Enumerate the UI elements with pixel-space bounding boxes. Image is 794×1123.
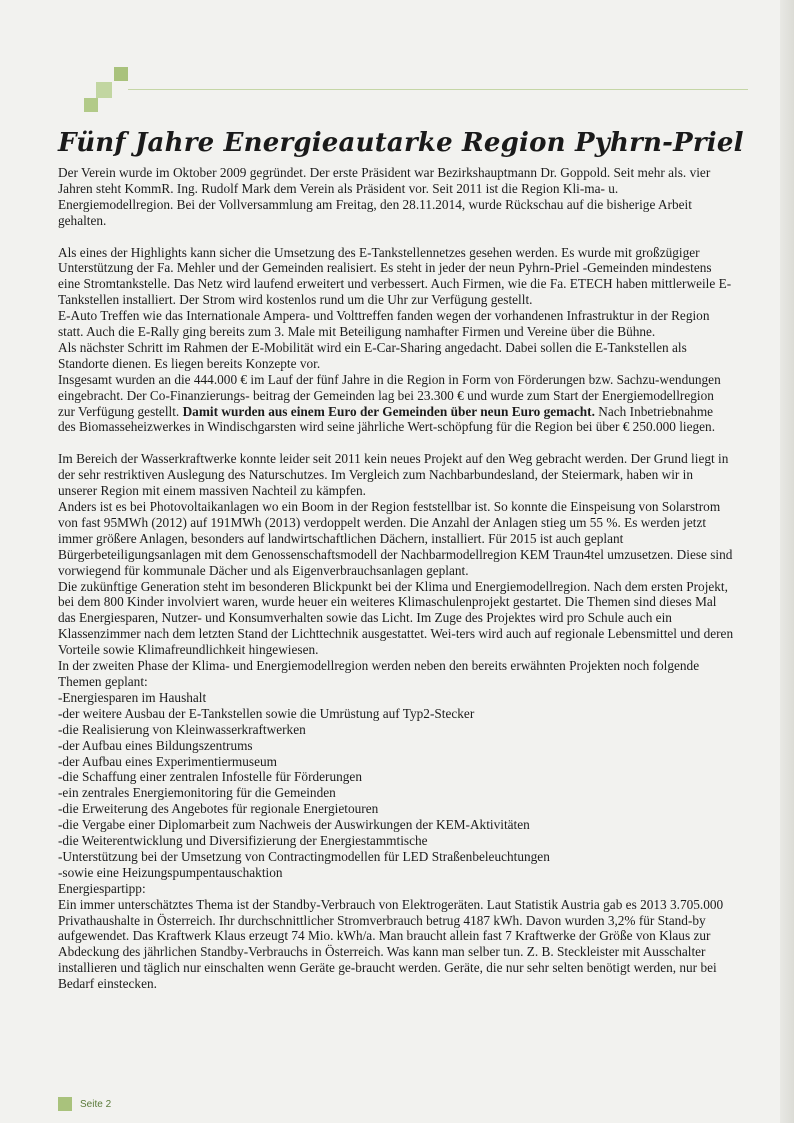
paragraph-funding: Insgesamt wurden an die 444.000 € im Lauf der fünf Jahre in die Region in Form von Förderungen bzw. Sachzu-wendungen eingebracht. Der Co-Finanzierungs- beitrag der Gemeinden lag bei 23.300 € und wurde zum Start der Energiemodellregion zur Verfügung gestellt. Damit wurden aus einem Euro der Gemeinden über neun Euro gemacht. Nach Inbetriebnahme des Biomasseheizwerkes in Windischgarsten wird seine jährliche Wert-schöpfung für die Region bei über € 250.000 liegen. xyxy=(58,371,721,435)
paragraph-hydropower: Im Bereich der Wasserkraftwerke konnte leider seit 2011 kein neues Projekt auf den Weg gebracht werden. Der Grund liegt in der sehr restriktiven Auslegung des Naturschutzes. Im Vergleich zum Nachbarbundesland, der Steiermark, haben wir in unserer Region mit einem massiven Nachteil zu kämpfen. xyxy=(58,451,729,499)
topic-item: -die Vergabe einer Diplomarbeit zum Nachweis der Auswirkungen der KEM-Aktivitäten xyxy=(58,817,530,833)
topic-item: -der Aufbau eines Experimentiermuseum xyxy=(58,753,277,769)
topic-item: -Unterstützung bei der Umsetzung von Contractingmodellen für LED Straßenbeleuchtungen xyxy=(58,848,550,864)
topic-item: -Energiesparen im Haushalt xyxy=(58,689,207,705)
paragraph-second-phase: In der zweiten Phase der Klima- und Energiemodellregion werden neben den bereits erwähnten Projekten noch folgende Themen geplant: xyxy=(58,658,700,689)
decorative-square xyxy=(96,82,112,98)
footer-square xyxy=(58,1097,72,1111)
paragraph-education: Die zukünftige Generation steht im besonderen Blickpunkt bei der Klima und Energiemodellregion. Nach dem ersten Projekt, bei dem 800 Kinder involviert waren, wurde heuer ein weiteres Klimaschulenprojekt gestartet. Die Themen sind dieses Mal das Energiesparen, Nutzer- und Konsumverhalten sowie das Licht. Im Zuge des Projektes wird pro Schule auch ein Klassenzimmer nach dem letzten Stand der Lichttechnik ausgestattet. Wei-ters wird auch auf regionale Lebensmittel und deren Vorteile sowie Klimafreundlichkeit hingewiesen. xyxy=(58,578,734,658)
topic-item: -die Schaffung einer zentralen Infostelle für Förderungen xyxy=(58,769,362,785)
decorative-square xyxy=(84,98,98,112)
energy-tip-heading: Energiespartipp: xyxy=(58,880,146,896)
topic-item: -die Erweiterung des Angebotes für regionale Energietouren xyxy=(58,801,379,817)
paragraph-car-sharing: Als nächster Schritt im Rahmen der E-Mobilität wird ein E-Car-Sharing angedacht. Dabei sollen die E-Tankstellen als Standorte dienen. Es liegen bereits Konzepte vor. xyxy=(58,339,687,371)
topic-item: -die Realisierung von Kleinwasserkraftwerken xyxy=(58,721,306,737)
paragraph-e-charging: Als eines der Highlights kann sicher die Umsetzung des E-Tankstellennetzes gesehen werden. Es wurde mit großzügiger Unterstützung der Fa. Mehler und der Gemeinden realisiert. Es steht in jeder der neun Pyhrn-Priel -Gemeinden mindestens eine Stromtankstelle. Das Netz wird laufend erweitert und verbessert. Auch Firmen, wie die Fa. ETECH haben mittlerweile E-Tankstellen installiert. Der Strom wird kostenlos rund um die Uhr zur Verfügung gestellt. xyxy=(58,244,732,308)
page-footer xyxy=(58,1097,111,1111)
funding-highlight: Damit wurden aus einem Euro der Gemeinden über neun Euro gemacht. xyxy=(182,403,595,419)
paragraph-standby: Ein immer unterschätztes Thema ist der Standby-Verbrauch von Elektrogeräten. Laut Statistik Austria gab es 2013 3.705.000 Privathaushalte in Österreich. Ihr durchschnittlicher Stromverbrauch betrug 4187 kWh. Davon wurden 3,2% für Stand-by aufgewendet. Das Kraftwerk Klaus erzeugt 74 Mio. kWh/a. Man braucht allein fast 7 Kraftwerke der Größe von Klaus zur Abdeckung des jährlichen Standby-Verbrauchs in Österreich. Was kann man selber tun. Z. B. Steckleister mit Ausschalter installieren und täglich nur einschalten wenn Geräte ge-braucht werden. Geräte, die nur sehr selten benötigt werden, nur bei Bedarf einstecken. xyxy=(58,896,724,992)
topic-item: -der Aufbau eines Bildungszentrums xyxy=(58,737,253,753)
page-number: Seite 2 xyxy=(80,1098,112,1110)
article-body xyxy=(58,165,734,992)
topic-item: -die Weiterentwicklung und Diversifizierung der Energiestammtische xyxy=(58,833,428,849)
decorative-square xyxy=(114,67,128,81)
header-rule xyxy=(128,89,748,90)
topic-item: -sowie eine Heizungspumpentauschaktion xyxy=(58,864,283,880)
topic-item: -ein zentrales Energiemonitoring für die Gemeinden xyxy=(58,785,336,801)
paragraph-photovoltaics: Anders ist es bei Photovoltaikanlagen wo ein Boom in der Region feststellbar ist. So konnte die Einspeisung von Solarstrom von fast 95MWh (2012) auf 191MWh (2013) verdoppelt werden. Die Anzahl der Anlagen stieg um 55 %. Es werden jetzt immer größere Anlagen, besonders auf landwirtschaftlichen Dächern, installiert. Für 2015 ist auch geplant Bürgerbeteiligungsanlagen mit dem Genossenschaftsmodell der Nachbarmodellregion KEM Traun4tel umzusetzen. Diese sind vorwiegend für kommunale Dächer und als Eigenverbrauchsanlagen geplant. xyxy=(58,499,733,578)
topic-item: -der weitere Ausbau der E-Tankstellen sowie die Umrüstung auf Typ2-Stecker xyxy=(58,705,475,721)
paragraph-e-auto-meetings: E-Auto Treffen wie das Internationale Ampera- und Volttreffen fanden wegen der vorhandenen Infrastruktur in der Region statt. Auch die E-Rally ging bereits zum 3. Male mit Beteiligung namhafter Firmen und Vereine über die Bühne. xyxy=(58,308,710,340)
paragraph-founding: Der Verein wurde im Oktober 2009 gegründet. Der erste Präsident war Bezirkshauptmann Dr. Goppold. Seit mehr als. vier Jahren steht KommR. Ing. Rudolf Mark dem Verein als Präsident vor. Seit 2011 ist die Region Kli-ma- u. Energiemodellregion. Bei der Vollversammlung am Freitag, den 28.11.2014, wurde Rückschau auf die bisherige Arbeit gehalten. xyxy=(58,165,711,228)
page-edge xyxy=(780,0,794,1123)
article-title: Fünf Jahre Energieautarke Region Pyhrn-Priel xyxy=(58,128,744,158)
